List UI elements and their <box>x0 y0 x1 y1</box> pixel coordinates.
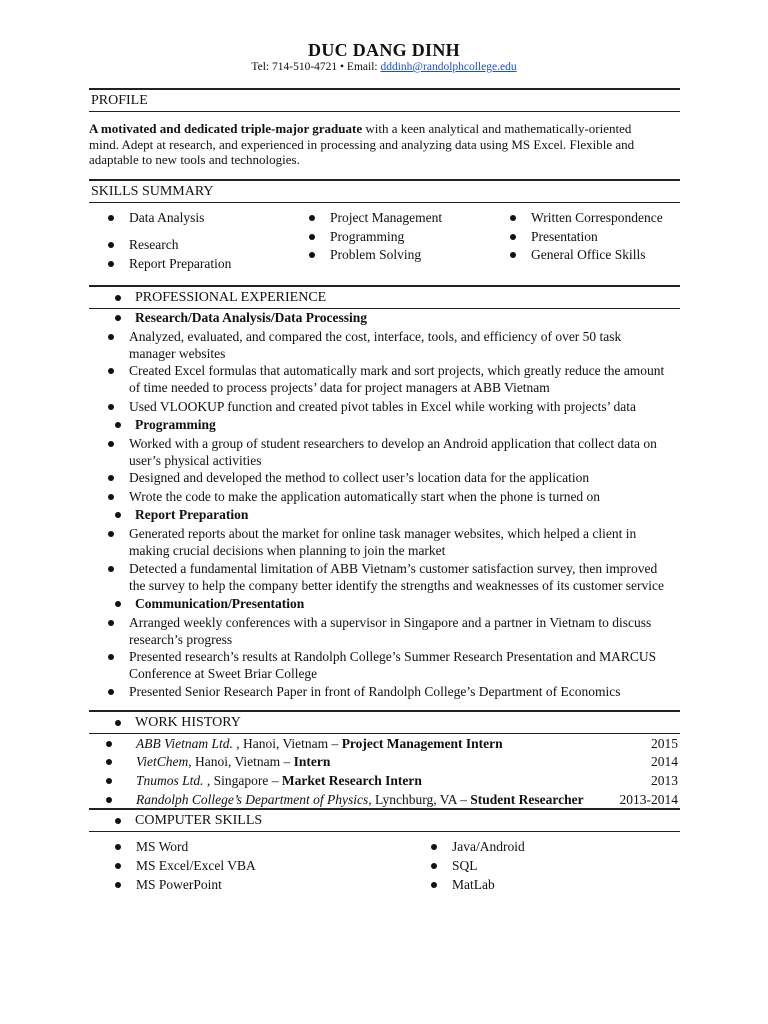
bullet-icon <box>115 422 121 428</box>
job-role: Project Management Intern <box>341 736 503 751</box>
bullet-icon <box>108 654 114 660</box>
contact-phone: Tel: 714-510-4721 • Email: <box>251 61 381 73</box>
bullet-icon <box>106 797 112 803</box>
bullet-icon <box>108 215 114 221</box>
bullet-icon <box>309 234 315 240</box>
company-location: , Hanoi, Vietnam – <box>232 736 342 751</box>
bullet-icon <box>108 620 114 626</box>
job-year: 2013 <box>651 773 678 788</box>
job-year: 2014 <box>651 754 678 769</box>
bullet-icon <box>108 404 114 410</box>
email-link[interactable]: dddinh@randolphcollege.edu <box>380 61 517 73</box>
bullet-icon <box>106 741 112 747</box>
work-history-item <box>110 753 678 771</box>
bullet-icon <box>108 242 114 248</box>
bullet-icon <box>115 295 121 301</box>
computer-skills-heading <box>89 808 680 832</box>
job-role: Intern <box>293 754 331 769</box>
bullet-icon <box>510 234 516 240</box>
bullet-icon <box>115 863 121 869</box>
bullet-icon <box>106 759 112 765</box>
bullet-icon <box>510 215 516 221</box>
bullet-icon <box>431 882 437 888</box>
profile-line-1 <box>89 121 680 137</box>
candidate-name: DUC DANG DINH <box>308 40 460 60</box>
bullet-icon <box>115 601 121 607</box>
bullet-icon <box>108 475 114 481</box>
profile-lead: A motivated and dedicated triple-major graduate <box>89 121 363 136</box>
profile-title: PROFILE <box>91 93 148 108</box>
contact-line <box>0 61 768 73</box>
bullet-icon <box>108 531 114 537</box>
company-name: Randolph College’s Department of Physics <box>136 792 369 807</box>
experience-title: PROFESSIONAL EXPERIENCE <box>135 290 327 305</box>
profile-text <box>89 121 680 168</box>
bullet-icon <box>108 689 114 695</box>
skills-title: SKILLS SUMMARY <box>91 184 214 199</box>
bullet-icon <box>431 844 437 850</box>
profile-line-3: adaptable to new tools and technologies. <box>89 152 300 167</box>
bullet-icon <box>115 720 121 726</box>
company-name: ABB Vietnam Ltd. <box>136 736 233 751</box>
job-year: 2013-2014 <box>619 792 678 807</box>
company-location: , Hanoi, Vietnam – <box>188 754 294 769</box>
computer-skills-title: COMPUTER SKILLS <box>135 813 263 828</box>
profile-line-1-rest: with a keen analytical and mathematically-oriented <box>362 121 632 136</box>
bullet-icon <box>108 334 114 340</box>
work-history-title: WORK HISTORY <box>135 715 241 730</box>
bullet-icon <box>309 215 315 221</box>
bullet-icon <box>115 844 121 850</box>
resume-page: DUC DANG DINH Tel: 714-510-4721 • Email: dddinh@randolphcollege.edu PROFILE A motivated and dedicated triple-major graduate with a keen analytical and mathematically-oriented mind. Adept at research, and experienced in processing and analyzing data using MS Excel. Flexible and adaptable to new tools and technologies. SKILLS SUMMARY Data Analysis Research Report Preparation Project Management Programming Problem Solving Written Correspondence Presentation General Office Skills PROFESSIONAL EXPERIENCE Research/Data Analysis/Data Processing Analyzed, evaluated, and compared the cost, interface, tools, and efficiency of over 50 task manager websites Created Excel formulas that automatically mark and sort projects, which greatly reduce the amount of time needed to process projects’ data for project managers at ABB Vietnam Used VLOOKUP function and created pivot tables in Excel while working with projects’ data Programming Worked with a group of student researchers to develop an Android application that collect data on user’s physical activities Designed and developed the method to collect user’s location data for the application Wrote the code to make the application automatically start when the phone is turned on Report Preparation Generated reports about the market for online task manager websites, which helped a client in making crucial decisions when planning to join the market Detected a fundamental limitation of ABB Vietnam’s customer satisfaction survey, then improved the survey to help the company better identify the strengths and weaknesses of its customer service Communication/Presentation Arranged weekly conferences with a supervisor in Singapore and a partner in Vietnam to discuss research’s progress Presented research’s results at Randolph College’s Summer Research Presentation and MARCUS Conference at Sweet Briar College Presented Senior Research Paper in front of Randolph College’s Department of Economics WORK HISTORY ABB Vietnam Ltd. , Hanoi, Vietnam – Project Management Intern 2015 VietChem, Hanoi, Vietnam – Intern 2014 Tnumos Ltd. , Singapore – Market Research Intern 2013 Randolph College’s Department of Physics, Lynchburg, VA – Student Researcher 2013-2014 COMPUTER SKILLS MS Word MS Excel/Excel VBA MS PowerPoint Java/Android SQL MatLab <box>0 0 768 1024</box>
experience-heading <box>89 285 680 309</box>
work-history-item <box>110 772 678 790</box>
bullet-icon <box>115 512 121 518</box>
bullet-icon <box>510 252 516 258</box>
bullet-icon <box>106 778 112 784</box>
job-role: Market Research Intern <box>281 773 422 788</box>
work-history-item <box>110 735 678 753</box>
profile-line-2: mind. Adept at research, and experienced in processing and analyzing data using MS Excel. Flexible and <box>89 136 635 152</box>
bullet-icon <box>108 494 114 500</box>
bullet-icon <box>108 261 114 267</box>
bullet-icon <box>108 441 114 447</box>
work-history-heading <box>89 710 680 734</box>
skills-heading <box>89 179 680 203</box>
company-name: VietChem <box>136 754 189 769</box>
job-year: 2015 <box>651 736 678 751</box>
bullet-icon <box>108 368 114 374</box>
bullet-icon <box>309 252 315 258</box>
bullet-icon <box>115 882 121 888</box>
job-role: Student Researcher <box>470 792 584 807</box>
company-location: , Lynchburg, VA – <box>368 792 471 807</box>
bullet-icon <box>115 315 121 321</box>
profile-heading <box>89 88 680 112</box>
company-name: Tnumos Ltd. <box>136 773 204 788</box>
bullet-icon <box>115 818 121 824</box>
company-location: , Singapore – <box>203 773 282 788</box>
work-history-item <box>110 791 678 809</box>
bullet-icon <box>108 566 114 572</box>
bullet-icon <box>431 863 437 869</box>
